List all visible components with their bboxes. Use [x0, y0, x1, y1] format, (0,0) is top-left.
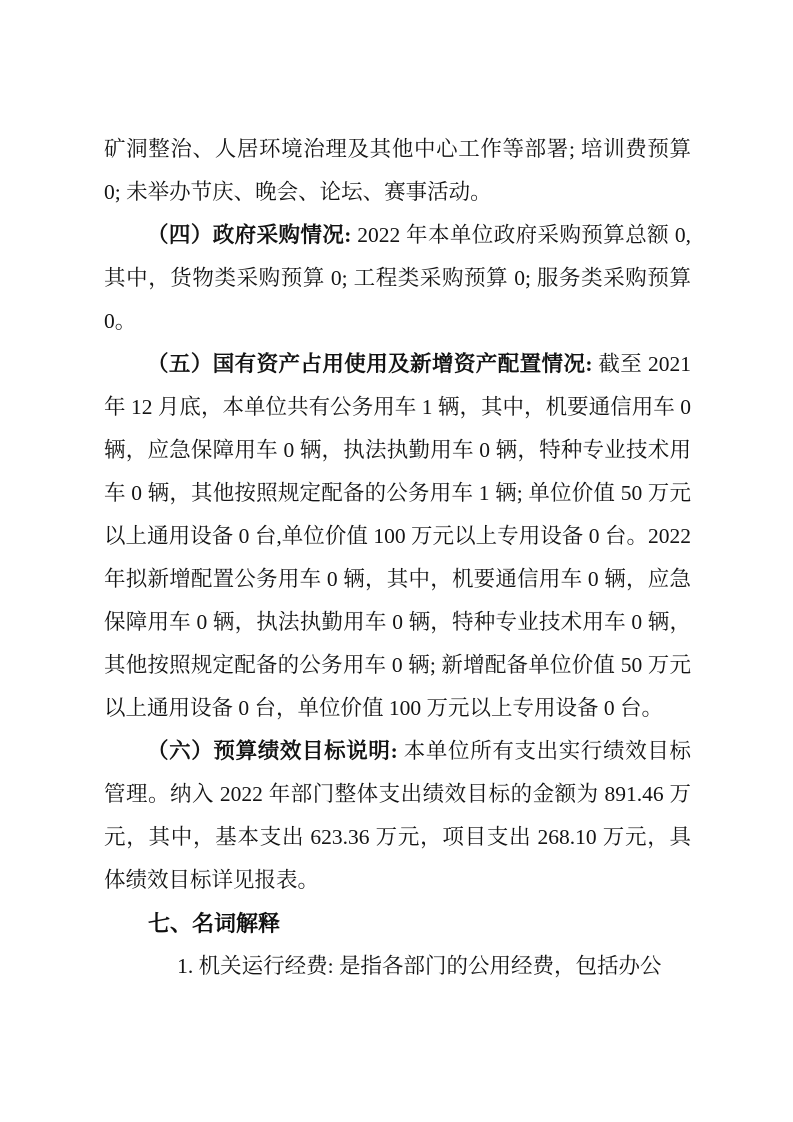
paragraph-continuation [104, 128, 691, 214]
paragraph-performance-targets [104, 730, 691, 902]
paragraph-state-assets [104, 343, 691, 730]
section-heading-glossary: 七、名词解释 [148, 911, 281, 936]
paragraph-lead: （五）国有资产占用使用及新增资产配置情况: [147, 352, 593, 376]
paragraph-text: 2022 年本单位政府采购预算总额 0, 其中，货物类采购预算 0; 工程类采购预算 0; 服务类采购预算 0。 [104, 223, 691, 333]
paragraph-lead: （六）预算绩效目标说明: [147, 739, 398, 763]
list-item-agency-operating-expenses: 1. 机关运行经费: 是指各部门的公用经费，包括办公 [177, 954, 662, 978]
paragraph-text: 矿洞整治、人居环境治理及其他中心工作等部署; 培训费预算 0; 未举办节庆、晚会、论坛、赛事活动。 [104, 137, 691, 204]
paragraph-government-procurement [104, 214, 691, 343]
paragraph-text: 本单位所有支出实行绩效目标管理。纳入 2022 年部门整体支出绩效目标的金额为 891.46 万元，其中，基本支出 623.36 万元，项目支出 268.10 万元，具体绩效目标详见报表。 [104, 739, 691, 892]
paragraph-lead: （四）政府采购情况: [147, 223, 352, 247]
paragraph-text: 截至 2021 年 12 月底，本单位共有公务用车 1 辆，其中，机要通信用车 0 辆，应急保障用车 0 辆，执法执勤用车 0 辆，特种专业技术用车 0 辆，其他按照规定配备的公务用车 1 辆; 单位价值 50 万元以上通用设备 0 台,单位价值 100 万元以上专用设备 0 台。2022 年拟新增配置公务用车 0 辆，其中，机要通信用车 0 辆，应急保障用车 0 辆，执法执勤用车 0 辆，特种专业技术用车 0 辆，其他按照规定配备的公务用车 0 辆; 新增配备单位价值 50 万元以上通用设备 0 台，单位价值 100 万元以上专用设备 0 台。 [104, 352, 691, 720]
